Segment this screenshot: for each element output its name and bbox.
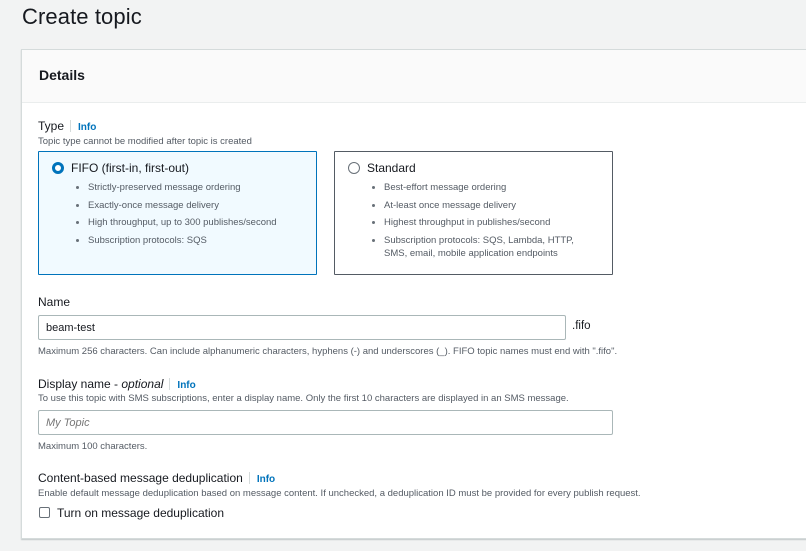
dedup-label-row xyxy=(38,471,275,485)
fifo-radio[interactable] xyxy=(52,162,64,174)
standard-radio[interactable] xyxy=(348,162,360,174)
display-name-label: Display name - xyxy=(38,377,122,391)
type-label: Type xyxy=(38,119,65,133)
type-label-row xyxy=(38,119,96,133)
name-input[interactable] xyxy=(38,315,566,340)
type-option-fifo[interactable] xyxy=(38,151,317,275)
page-title: Create topic xyxy=(22,4,142,29)
divider xyxy=(70,120,71,132)
display-name-constraint: Maximum 100 characters. xyxy=(38,441,148,452)
standard-features xyxy=(370,181,595,265)
list-item: Subscription protocols: SQS xyxy=(74,234,277,247)
details-panel xyxy=(21,49,806,539)
type-description: Topic type cannot be modified after topic is created xyxy=(38,136,252,147)
fifo-features xyxy=(74,181,277,252)
list-item: Highest throughput in publishes/second xyxy=(370,216,595,229)
name-label: Name xyxy=(38,295,71,309)
dedup-info-link[interactable]: Info xyxy=(256,474,276,485)
details-title: Details xyxy=(39,67,85,83)
dedup-label: Content-based message deduplication xyxy=(38,471,243,485)
list-item: At-least once message delivery xyxy=(370,199,595,212)
display-name-label-row xyxy=(38,377,196,391)
display-name-input[interactable] xyxy=(38,410,613,435)
dedup-checkbox[interactable] xyxy=(39,507,50,518)
optional-tag: optional xyxy=(121,377,164,391)
fifo-label: FIFO (first-in, first-out) xyxy=(71,161,189,175)
list-item: Subscription protocols: SQS, Lambda, HTTP, SMS, email, mobile application endpoints xyxy=(370,234,595,260)
name-constraint: Maximum 256 characters. Can include alphanumeric characters, hyphens (-) and underscores (_). FIFO topic names must end with ".fifo". xyxy=(38,346,618,357)
divider xyxy=(169,378,170,390)
dedup-checkbox-label[interactable]: Turn on message deduplication xyxy=(57,506,224,520)
list-item: Exactly-once message delivery xyxy=(74,199,277,212)
type-option-standard[interactable] xyxy=(334,151,613,275)
display-name-info-link[interactable]: Info xyxy=(177,380,196,391)
dedup-description: Enable default message deduplication based on message content. If unchecked, a deduplication ID must be provided for every publish request. xyxy=(38,488,641,499)
list-item: Best-effort message ordering xyxy=(370,181,595,194)
display-name-description: To use this topic with SMS subscriptions, enter a display name. Only the first 10 characters are displayed in an SMS message. xyxy=(38,393,569,404)
type-info-link[interactable]: Info xyxy=(78,122,97,133)
list-item: Strictly-preserved message ordering xyxy=(74,181,277,194)
details-header xyxy=(22,50,806,103)
name-suffix: .fifo xyxy=(572,320,591,332)
standard-label: Standard xyxy=(367,161,416,175)
list-item: High throughput, up to 300 publishes/second xyxy=(74,216,277,229)
divider xyxy=(249,472,250,484)
